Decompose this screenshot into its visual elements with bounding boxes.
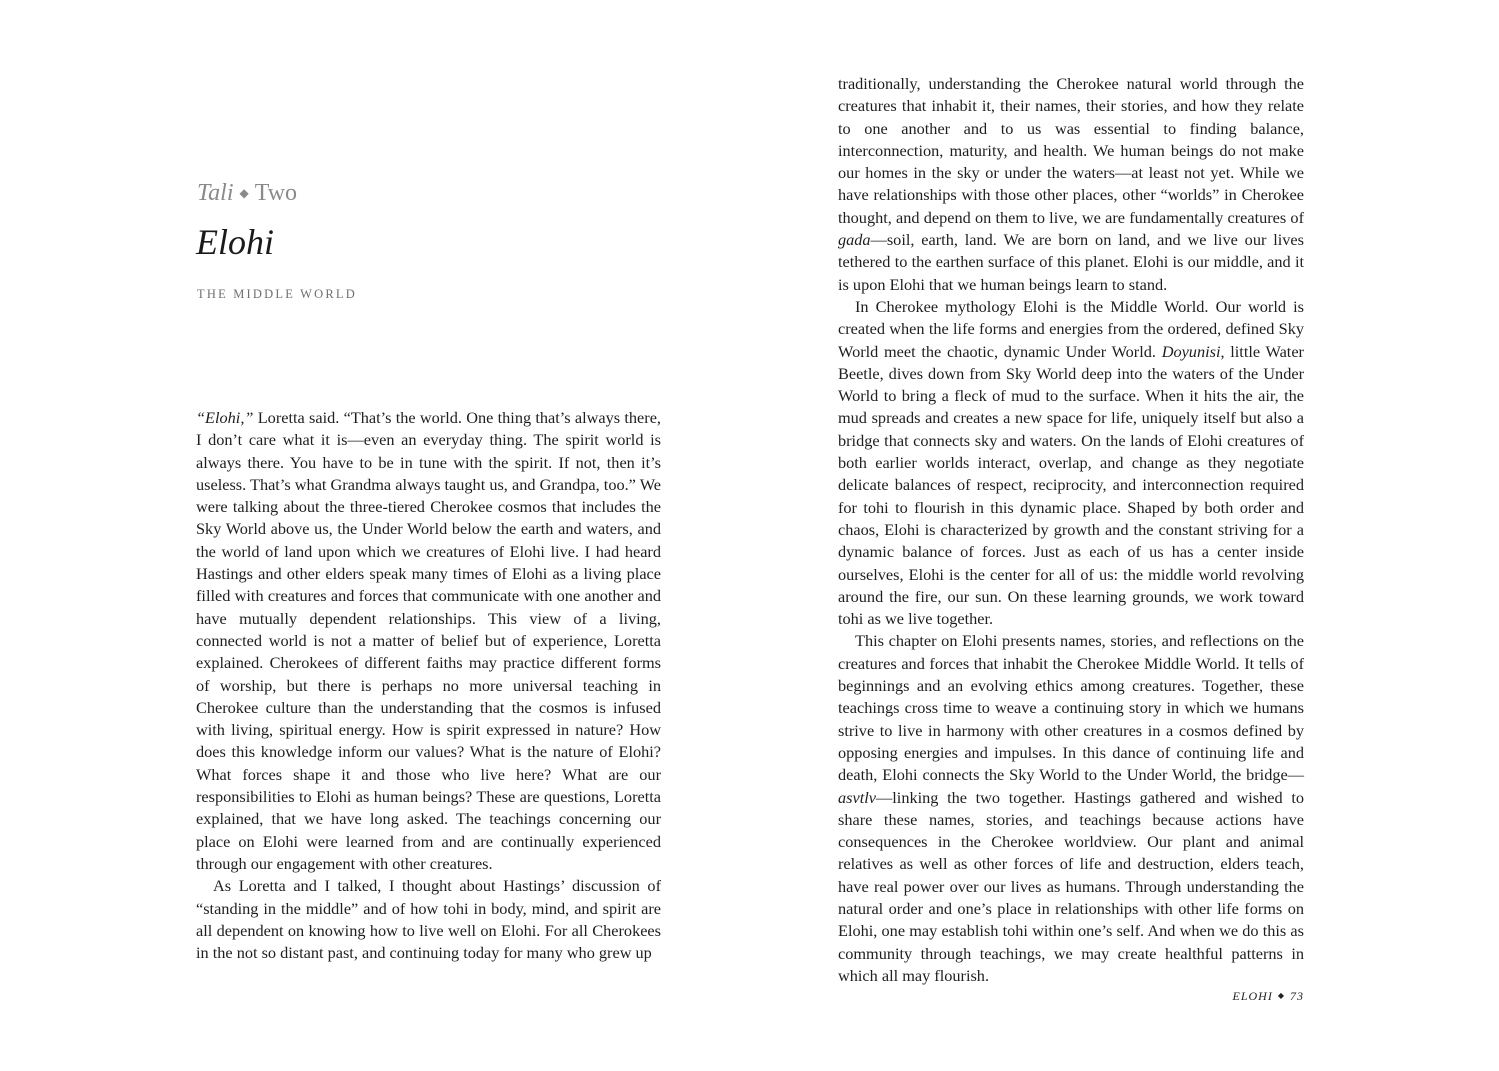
- paragraph: [838, 73, 1304, 296]
- paragraph: [196, 875, 661, 964]
- right-body-text: [838, 73, 1304, 987]
- paragraph-text: As Loretta and I talked, I thought about Hastings’ discussion of “standing in the middle” and of how tohi in body, mind, and spirit are all dependent on knowing how to live well on Elohi. For all Cherokees in the not so distant past, and continuing today for many who grew up: [196, 876, 661, 963]
- diamond-separator-icon: ◆: [1277, 991, 1285, 1000]
- paragraph-text: This chapter on Elohi presents names, stories, and reflections on the creatures and forces that inhabit the Cherokee Middle World. It tells of beginnings and an evolving ethics among creatures. Together, these teachings cross time to weave a continuing story in which we humans strive to live in harmony with other creatures in a cosmos defined by opposing energies and impulses. In this dance of continuing life and death, Elohi connects the Sky World to the Under World, the bridge—: [838, 631, 1304, 785]
- running-foot-title: ELOHI: [1232, 989, 1273, 1003]
- page-number: 73: [1290, 989, 1304, 1003]
- paragraph: [838, 630, 1304, 987]
- paragraph: [196, 407, 661, 875]
- chapter-label-number: Two: [254, 180, 298, 206]
- chapter-title: Elohi: [196, 222, 274, 262]
- paragraph-text: , little Water Beetle, dives down from Sky World deep into the waters of the Under World to bring a fleck of mud to the surface. When it hits the air, the mud spreads and creates a new space for life, uniquely itself but also a bridge that connects sky and waters. On the lands of Elohi creatures of both earlier worlds interact, overlap, and change as they negotiate delicate balances of respect, reciprocity, and interconnection required for tohi to flourish in this dynamic place. Shaped by both order and chaos, Elohi is characterized by growth and the constant striving for a dynamic balance of forces. Just as each of us has a center inside ourselves, Elohi is the center for all of us: the middle world revolving around the fire, our sun. On these learning grounds, we work toward tohi as we live together.: [838, 341, 1304, 629]
- running-footer: [1233, 987, 1305, 1007]
- paragraph: [838, 296, 1304, 630]
- paragraph-text: traditionally, understanding the Cherokee natural world through the creatures that inhabit it, their names, their stories, and how they relate to one another and to us was essential to finding balance, interconnection, maturity, and health. We human beings do not make our homes in the sky or under the waters—at least not yet. While we have relationships with those other places, other “worlds” in Cherokee thought, and depend on them to live, we are fundamentally creatures of: [838, 74, 1304, 227]
- italic-term: “Elohi,”: [196, 408, 254, 427]
- diamond-separator-icon: ◆: [239, 186, 249, 200]
- italic-term: gada: [838, 230, 871, 250]
- paragraph-text: In Cherokee mythology Elohi is the Middle World. Our world is created when the life forms and energies from the ordered, defined Sky World meet the chaotic, dynamic Under World.: [838, 296, 1304, 361]
- left-page: [196, 0, 661, 1071]
- chapter-subtitle: THE MIDDLE WORLD: [197, 287, 357, 301]
- paragraph-text: —linking the two together. Hastings gathered and wished to share these names, stories, and teachings because actions have consequences in the Cherokee worldview. Our plant and animal relatives as well as other forces of life and destruction, elders teach, have real power over our lives as humans. Through understanding the natural order and one’s place in relationships with other life forms on Elohi, one may establish tohi within one’s self. And when we do this as community through teachings, we may create healthful patterns in which all may flourish.: [838, 787, 1304, 985]
- right-page: [838, 0, 1304, 1071]
- italic-term: asvtlv: [838, 787, 876, 807]
- paragraph-text: —soil, earth, land. We are born on land, and we live our lives tethered to the earthen surface of this planet. Elohi is our middle, and it is upon Elohi that we human beings learn to stand.: [838, 230, 1304, 294]
- chapter-label-cherokee: Tali: [197, 180, 234, 206]
- chapter-label: [197, 178, 297, 211]
- italic-term: Doyunisi: [1161, 341, 1221, 361]
- paragraph-text: Loretta said. “That’s the world. One thing that’s always there, I don’t care what it is—even an everyday thing. The spirit world is always there. You have to be in tune with the spirit. If not, then it’s useless. That’s what Grandma always taught us, and Grandpa, too.” We were talking about the three-tiered Cherokee cosmos that includes the Sky World above us, the Under World below the earth and waters, and the world of land upon which we creatures of Elohi live. I had heard Hastings and other elders speak many times of Elohi as a living place filled with creatures and forces that communicate with one another and have mutually dependent relationships. This view of a living, connected world is not a matter of belief but of experience, Loretta explained. Cherokees of different faiths may practice different forms of worship, but there is perhaps no more universal teaching in Cherokee culture than the understanding that the cosmos is infused with living, spiritual energy. How is spirit expressed in nature? How does this knowledge inform our values? What is the nature of Elohi? What forces shape it and those who live here? What are our responsibilities to Elohi as human beings? These are questions, Loretta explained, that we have long asked. The teachings concerning our place on Elohi were learned from and are continually experienced through our engagement with other creatures.: [196, 408, 661, 873]
- left-body-text: [196, 407, 661, 964]
